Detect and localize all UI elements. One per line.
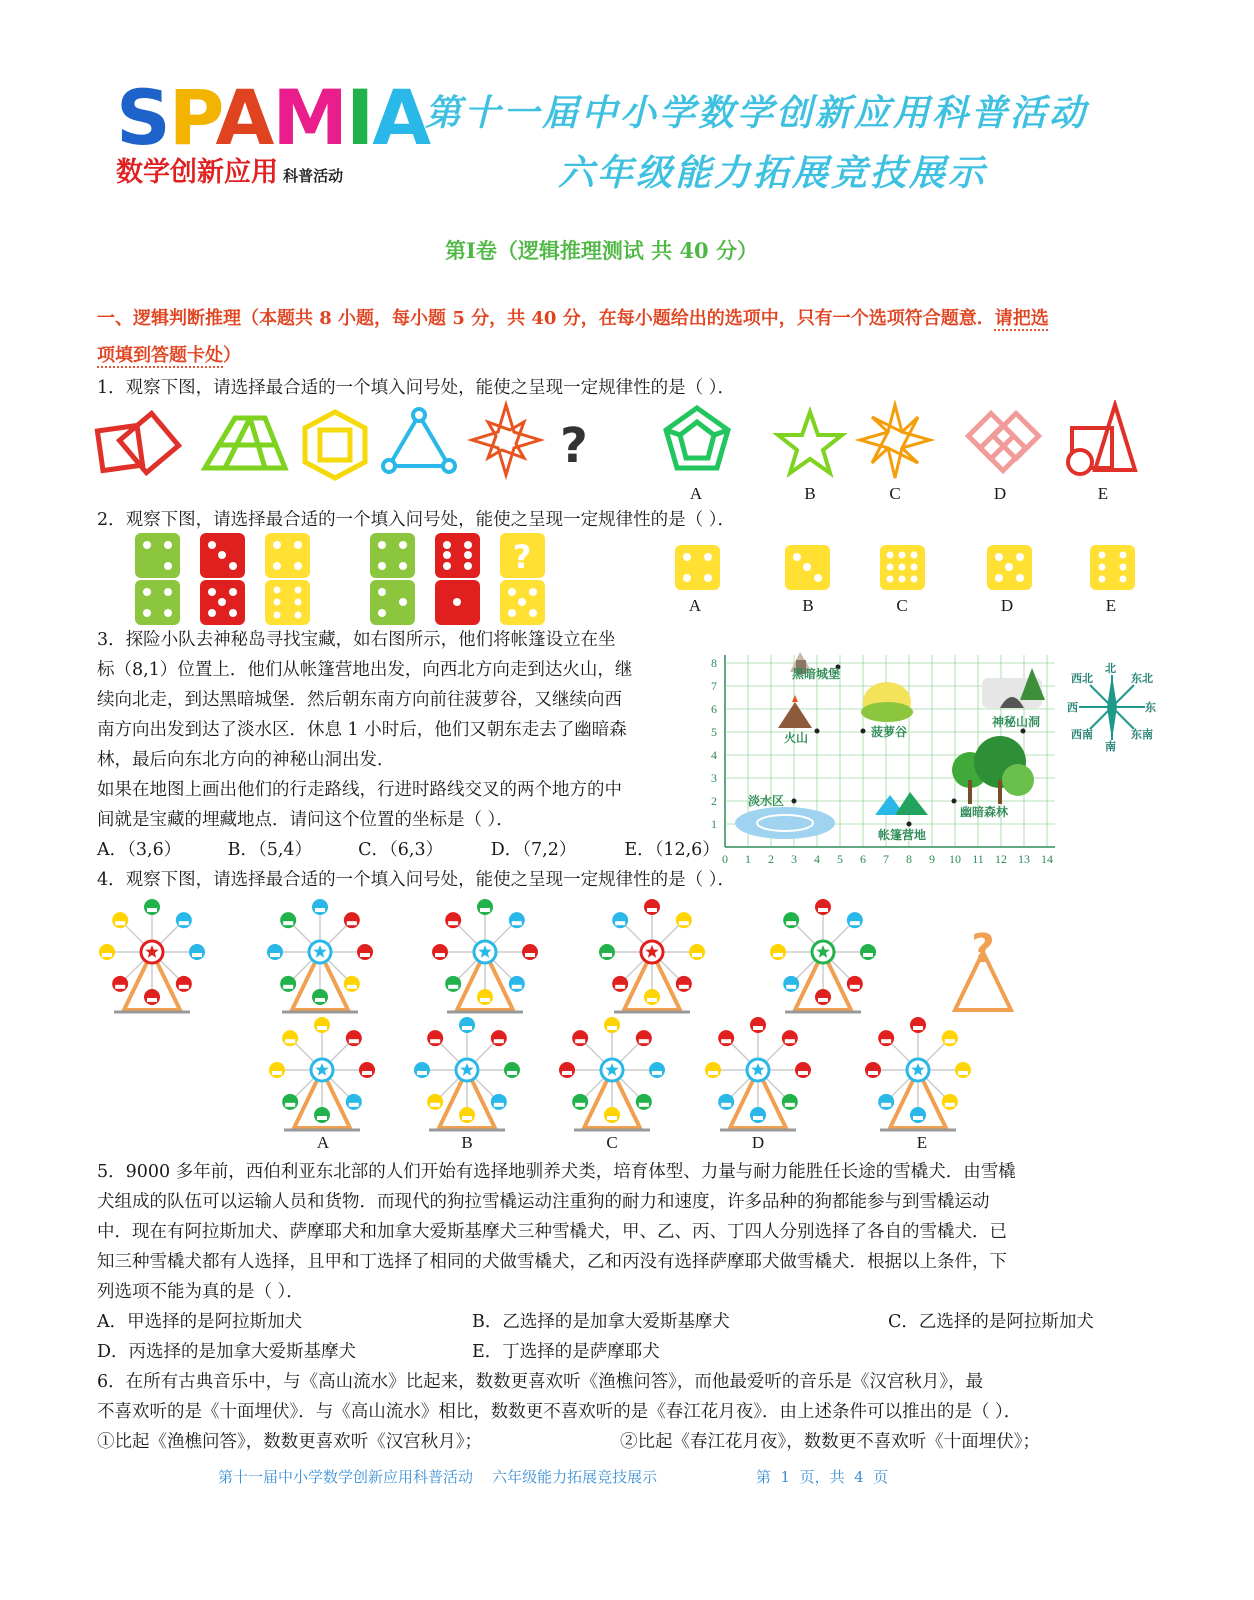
q3-choice-d[interactable]: D．（7,2） xyxy=(490,840,577,860)
q3-line: 如果在地图上画出他们的行走路线，行进时路线交叉的两个地方的中 xyxy=(97,780,622,800)
q2-die-red-top-2 xyxy=(435,533,480,578)
q4-wheel-3 xyxy=(432,899,538,1012)
wheel-car xyxy=(644,899,660,915)
q1-option-d[interactable]: D xyxy=(993,484,1007,503)
x-tick-label: 5 xyxy=(837,852,843,866)
wheel-car xyxy=(491,1094,507,1110)
tent-picture xyxy=(875,792,928,815)
wheel-car xyxy=(280,976,296,992)
wheel-car xyxy=(750,1017,766,1033)
part1-heading xyxy=(97,300,1147,374)
q5-line: 列选项不能为真的是（ ）． xyxy=(97,1282,304,1302)
x-tick-label: 9 xyxy=(929,852,935,866)
wheel-car xyxy=(267,944,283,960)
wheel-car xyxy=(878,1030,894,1046)
x-tick-label: 3 xyxy=(791,852,797,866)
q1-option-a-figure xyxy=(666,408,728,468)
q2-option-e[interactable]: E xyxy=(1105,596,1117,615)
q6-text xyxy=(97,1367,1157,1427)
wheel-car xyxy=(344,912,360,928)
q4-wheel-1 xyxy=(99,899,205,1012)
wheel-car xyxy=(144,989,160,1005)
q3-line: 3．探险小队去神秘岛寻找宝藏，如右图所示，他们将帐篷设立在坐 xyxy=(97,630,616,650)
q3-text xyxy=(97,625,707,835)
q3-line: 林，最后向东北方向的神秘山洞出发． xyxy=(97,750,395,770)
q3-line: 南方向出发到达了淡水区．休息 1 小时后，他们又朝东走去了幽暗森 xyxy=(97,720,627,740)
x-tick-label: 0 xyxy=(722,852,728,866)
wheel-car xyxy=(359,1062,375,1078)
q1-fig-star xyxy=(472,405,540,475)
compass-s: 南 xyxy=(1105,740,1116,753)
wheel-car xyxy=(491,1030,507,1046)
wheel-car xyxy=(189,944,205,960)
wheel-car xyxy=(847,976,863,992)
q4-option-a[interactable]: A xyxy=(316,1133,330,1152)
q5-choice-e[interactable]: E．丁选择的是萨摩耶犬 xyxy=(472,1342,660,1362)
q1-option-e-figure xyxy=(1068,405,1135,474)
q4-question-mark: ? xyxy=(971,926,995,972)
q2-option-d[interactable]: D xyxy=(1000,596,1014,615)
q3-choice-e[interactable]: E．（12,6） xyxy=(624,840,720,860)
wheel-car xyxy=(689,944,705,960)
title-line1: 第十一届中小学数学创新应用科普活动 xyxy=(425,92,1089,134)
compass-sw: 西南 xyxy=(1071,728,1093,741)
q2-die-yellow-bottom xyxy=(265,580,310,625)
wheel-car xyxy=(783,912,799,928)
q6-line: 不喜欢听的是《十面埋伏》．与《高山流水》相比，数数更不喜欢听的是《春江花月夜》．由上述条件可以推出的是（ ）． xyxy=(97,1402,1022,1422)
wheel-car xyxy=(572,1030,588,1046)
q3-line: 标（8,1）位置上．他们从帐篷营地出发，向西北方向走到达火山，继 xyxy=(97,660,633,680)
q6-option-1[interactable]: ①比起《渔樵问答》，数数更喜欢听《汉宫秋月》； xyxy=(97,1432,482,1452)
q5-choice-c[interactable]: C．乙选择的是阿拉斯加犬 xyxy=(888,1312,1094,1332)
map-label-castle: 黑暗城堡 xyxy=(792,667,841,681)
wheel-car xyxy=(604,1017,620,1033)
q2-die-green-top xyxy=(135,533,180,578)
wheel-car xyxy=(357,944,373,960)
compass-nw: 西北 xyxy=(1071,672,1093,685)
wheel-car xyxy=(112,976,128,992)
map-label-pineapple: 菠萝谷 xyxy=(871,725,908,739)
wheel-car xyxy=(346,1030,362,1046)
wheel-car xyxy=(144,899,160,915)
wheel-car xyxy=(459,1107,475,1123)
compass-se: 东南 xyxy=(1131,728,1153,741)
wheel-car xyxy=(477,989,493,1005)
q2-option-a[interactable]: A xyxy=(688,596,702,615)
q1-option-b[interactable]: B xyxy=(804,484,816,503)
wheel-car xyxy=(815,899,831,915)
q3-choices xyxy=(97,835,720,865)
wheel-car xyxy=(782,1030,798,1046)
x-tick-label: 13 xyxy=(1018,852,1030,866)
wheel-car xyxy=(176,976,192,992)
compass-w: 西 xyxy=(1067,701,1078,714)
compass-ne: 东北 xyxy=(1131,672,1153,685)
q3-choice-c[interactable]: C．（6,3） xyxy=(358,840,444,860)
pineapple-picture xyxy=(861,682,913,722)
q5-line: 5．9000 多年前，西伯利亚东北部的人们开始有选择地驯养犬类，培育体型、力量与耐力能胜任长途的雪橇犬．由雪橇 xyxy=(97,1162,1016,1182)
wheel-car xyxy=(783,976,799,992)
title-line2: 六年级能力拓展竞技展示 xyxy=(558,152,988,194)
q1-option-b-figure xyxy=(778,412,842,473)
wheel-car xyxy=(795,1062,811,1078)
wheel-car xyxy=(112,912,128,928)
logo-tag: 科普活动 xyxy=(283,167,344,185)
x-tick-label: 8 xyxy=(906,852,912,866)
q3-line: 续向北走，到达黑暗城堡．然后朝东南方向前往菠萝谷，又继续向西 xyxy=(97,690,622,710)
y-tick-label: 7 xyxy=(711,679,717,693)
wheel-car xyxy=(676,912,692,928)
q3-line: 间就是宝藏的埋藏地点．请问这个位置的坐标是（ ）． xyxy=(97,810,514,830)
wheel-car xyxy=(269,1062,285,1078)
q4-option-d-wheel xyxy=(705,1017,811,1130)
wheel-car xyxy=(750,1107,766,1123)
x-tick-label: 1 xyxy=(745,852,751,866)
q1-question-mark: ? xyxy=(560,418,588,474)
q2-option-b[interactable]: B xyxy=(802,596,814,615)
q4-option-e[interactable]: E xyxy=(916,1133,928,1152)
q2-die-green-bottom xyxy=(135,580,180,625)
cave-picture xyxy=(982,668,1045,708)
q3-choice-b[interactable]: B．（5,4） xyxy=(227,840,313,860)
wheel-car xyxy=(280,912,296,928)
wheel-car xyxy=(942,1094,958,1110)
wheel-car xyxy=(847,912,863,928)
logo xyxy=(116,73,430,190)
q1-text: 1．观察下图，请选择最合适的一个填入问号处，能使之呈现一定规律性的是（ ）． xyxy=(97,378,735,398)
wheel-car xyxy=(612,912,628,928)
q4-option-c[interactable]: C xyxy=(606,1133,618,1152)
q2-die-red-bottom xyxy=(200,580,245,625)
footer-left: 第十一届中小学数学创新应用科普活动 六年级能力拓展竞技展示 xyxy=(218,1468,658,1486)
q3-choice-a[interactable]: A．（3,6） xyxy=(97,840,182,860)
q6-option-2[interactable]: ②比起《春江花月夜》，数数更不喜欢听《十面埋伏》； xyxy=(620,1432,1040,1452)
q2-die-yellow-bottom-2 xyxy=(500,580,545,625)
wheel-car xyxy=(612,976,628,992)
compass-n: 北 xyxy=(1105,662,1116,675)
q5-choice-b[interactable]: B．乙选择的是加拿大爱斯基摩犬 xyxy=(472,1312,730,1332)
x-tick-label: 2 xyxy=(768,852,774,866)
q4-text: 4．观察下图，请选择最合适的一个填入问号处，能使之呈现一定规律性的是（ ）． xyxy=(97,870,735,890)
y-tick-label: 3 xyxy=(711,771,717,785)
wheel-car xyxy=(599,944,615,960)
map-label-volcano: 火山 xyxy=(784,731,809,745)
wheel-car xyxy=(910,1017,926,1033)
wheel-car xyxy=(782,1094,798,1110)
wheel-car xyxy=(865,1062,881,1078)
wheel-car xyxy=(860,944,876,960)
wheel-car xyxy=(459,1017,475,1033)
part1-heading-emph2: 项填到答题卡处 xyxy=(97,345,223,366)
q2-option-c[interactable]: C xyxy=(896,596,908,615)
x-tick-label: 14 xyxy=(1041,852,1053,866)
wheel-car xyxy=(282,1094,298,1110)
q1-fig-triangles xyxy=(205,418,285,468)
q1-figures xyxy=(90,400,1150,485)
wheel-car xyxy=(312,899,328,915)
q2-option-e-die xyxy=(1090,545,1135,590)
q1-option-a[interactable]: A xyxy=(689,484,703,503)
wheel-car xyxy=(99,944,115,960)
q4-option-a-wheel xyxy=(269,1017,375,1130)
q4-wheel-2 xyxy=(267,899,373,1012)
wheel-car xyxy=(649,1062,665,1078)
wheel-car xyxy=(878,1094,894,1110)
water-picture xyxy=(735,807,835,839)
q2-die-yellow-question xyxy=(500,533,545,578)
wheel-car xyxy=(414,1062,430,1078)
q2-die-yellow-top xyxy=(265,533,310,578)
q6-line: 6．在所有古典音乐中，与《高山流水》比起来，数数更喜欢听《渔樵问答》，而他最爱听的音乐是《汉宫秋月》，最 xyxy=(97,1372,984,1392)
q4-option-b-wheel xyxy=(414,1017,520,1130)
forest-picture xyxy=(952,736,1034,804)
q2-text: 2．观察下图，请选择最合适的一个填入问号处，能使之呈现一定规律性的是（ ）． xyxy=(97,510,735,530)
wheel-car xyxy=(559,1062,575,1078)
wheel-car xyxy=(477,899,493,915)
q1-fig-squares xyxy=(97,413,178,472)
wheel-car xyxy=(282,1030,298,1046)
q5-line: 中．现在有阿拉斯加犬、萨摩耶犬和加拿大爱斯基摩犬三种雪橇犬，甲、乙、丙、丁四人分别选择了各自的雪橇犬．已 xyxy=(97,1222,1007,1242)
y-tick-label: 6 xyxy=(711,702,717,716)
wheel-car xyxy=(815,989,831,1005)
wheel-car xyxy=(676,976,692,992)
q2-die-red-bottom-2 xyxy=(435,580,480,625)
wheel-car xyxy=(718,1030,734,1046)
map-label-camp: 帐篷营地 xyxy=(878,828,927,842)
x-tick-label: 12 xyxy=(995,852,1007,866)
wheel-car xyxy=(604,1107,620,1123)
y-tick-label: 2 xyxy=(711,794,717,808)
wheel-car xyxy=(705,1062,721,1078)
section-title: 第Ⅰ卷（逻辑推理测试 共 40 分） xyxy=(445,238,758,263)
wheel-car xyxy=(314,1017,330,1033)
y-tick-label: 5 xyxy=(711,725,717,739)
x-tick-label: 7 xyxy=(883,852,889,866)
q2-die-red-top xyxy=(200,533,245,578)
wheel-car xyxy=(346,1094,362,1110)
q1-option-e[interactable]: E xyxy=(1097,484,1109,503)
map-label-water: 淡水区 xyxy=(748,794,785,808)
q3-map xyxy=(700,640,1070,870)
q2-option-b-die xyxy=(785,545,830,590)
x-tick-label: 11 xyxy=(972,852,984,866)
q1-option-c[interactable]: C xyxy=(889,484,901,503)
q4-option-e-wheel xyxy=(865,1017,971,1130)
wheel-car xyxy=(910,1107,926,1123)
x-tick-label: 6 xyxy=(860,852,866,866)
q2-option-d-die xyxy=(987,545,1032,590)
wheel-car xyxy=(344,976,360,992)
map-label-forest: 幽暗森林 xyxy=(960,805,1009,819)
wheel-car xyxy=(432,944,448,960)
q4-option-b[interactable]: B xyxy=(461,1133,473,1152)
wheel-car xyxy=(427,1094,443,1110)
wheel-car xyxy=(644,989,660,1005)
wheel-car xyxy=(572,1094,588,1110)
q4-wheel-5 xyxy=(770,899,876,1012)
q1-fig-circle-triangle xyxy=(383,409,455,472)
wheel-car xyxy=(522,944,538,960)
q5-choice-d[interactable]: D．丙选择的是加拿大爱斯基摩犬 xyxy=(97,1342,357,1362)
q1-fig-hexagon xyxy=(305,412,365,478)
wheel-car xyxy=(176,912,192,928)
wheel-car xyxy=(636,1094,652,1110)
wheel-car xyxy=(718,1094,734,1110)
q4-question-slot xyxy=(955,926,1011,1010)
q5-line: 知三种雪橇犬都有人选择，且甲和丁选择了相同的犬做雪橇犬，乙和丙没有选择萨摩耶犬做雪橇犬．根据以上条件，下 xyxy=(97,1252,1007,1272)
wheel-car xyxy=(445,912,461,928)
x-tick-label: 4 xyxy=(814,852,820,866)
q1-option-d-figure xyxy=(968,413,1038,470)
q2-option-a-die xyxy=(675,545,720,590)
map-label-cave: 神秘山洞 xyxy=(992,715,1041,729)
volcano-picture xyxy=(778,695,812,728)
logo-wordmark: SPAMIA xyxy=(116,73,430,162)
q4-option-c-wheel xyxy=(559,1017,665,1130)
q4-wheel-4 xyxy=(599,899,705,1012)
q5-line: 犬组成的队伍可以运输人员和货物．而现代的狗拉雪橇运动注重狗的耐力和速度，许多品种的狗都能参与到雪橇运动 xyxy=(97,1192,990,1212)
compass-e: 东 xyxy=(1145,701,1156,714)
x-tick-label: 10 xyxy=(949,852,961,866)
footer-page: 第 1 页，共 4 页 xyxy=(756,1468,889,1486)
wheel-car xyxy=(942,1030,958,1046)
q2-question-mark: ? xyxy=(512,538,532,576)
q3-compass xyxy=(1065,660,1160,755)
wheel-car xyxy=(509,912,525,928)
q5-text xyxy=(97,1157,1157,1307)
wheel-car xyxy=(445,976,461,992)
part1-heading-emph: 请把选 xyxy=(994,308,1049,329)
y-tick-label: 1 xyxy=(711,817,717,831)
y-tick-label: 8 xyxy=(711,656,717,670)
q2-die-green-top-2 xyxy=(370,533,415,578)
q2-die-green-bottom-2 xyxy=(370,580,415,625)
wheel-car xyxy=(509,976,525,992)
q4-option-d[interactable]: D xyxy=(751,1133,765,1152)
logo-subtitle: 数学创新应用 xyxy=(116,157,278,188)
wheel-car xyxy=(314,1107,330,1123)
q4-wheels xyxy=(90,890,1090,1140)
q1-option-c-figure xyxy=(860,405,930,478)
wheel-car xyxy=(770,944,786,960)
wheel-car xyxy=(504,1062,520,1078)
q5-choice-a[interactable]: A．甲选择的是阿拉斯加犬 xyxy=(97,1312,303,1332)
y-tick-label: 4 xyxy=(711,748,717,762)
wheel-car xyxy=(312,989,328,1005)
part1-heading-end: ） xyxy=(223,345,241,366)
wheel-car xyxy=(427,1030,443,1046)
wheel-car xyxy=(955,1062,971,1078)
part1-heading-text: 一、逻辑判断推理（本题共 8 小题，每小题 5 分，共 40 分，在每小题给出的选项中，只有一个选项符合题意． xyxy=(97,308,995,329)
wheel-car xyxy=(636,1030,652,1046)
q2-option-c-die xyxy=(880,545,925,590)
